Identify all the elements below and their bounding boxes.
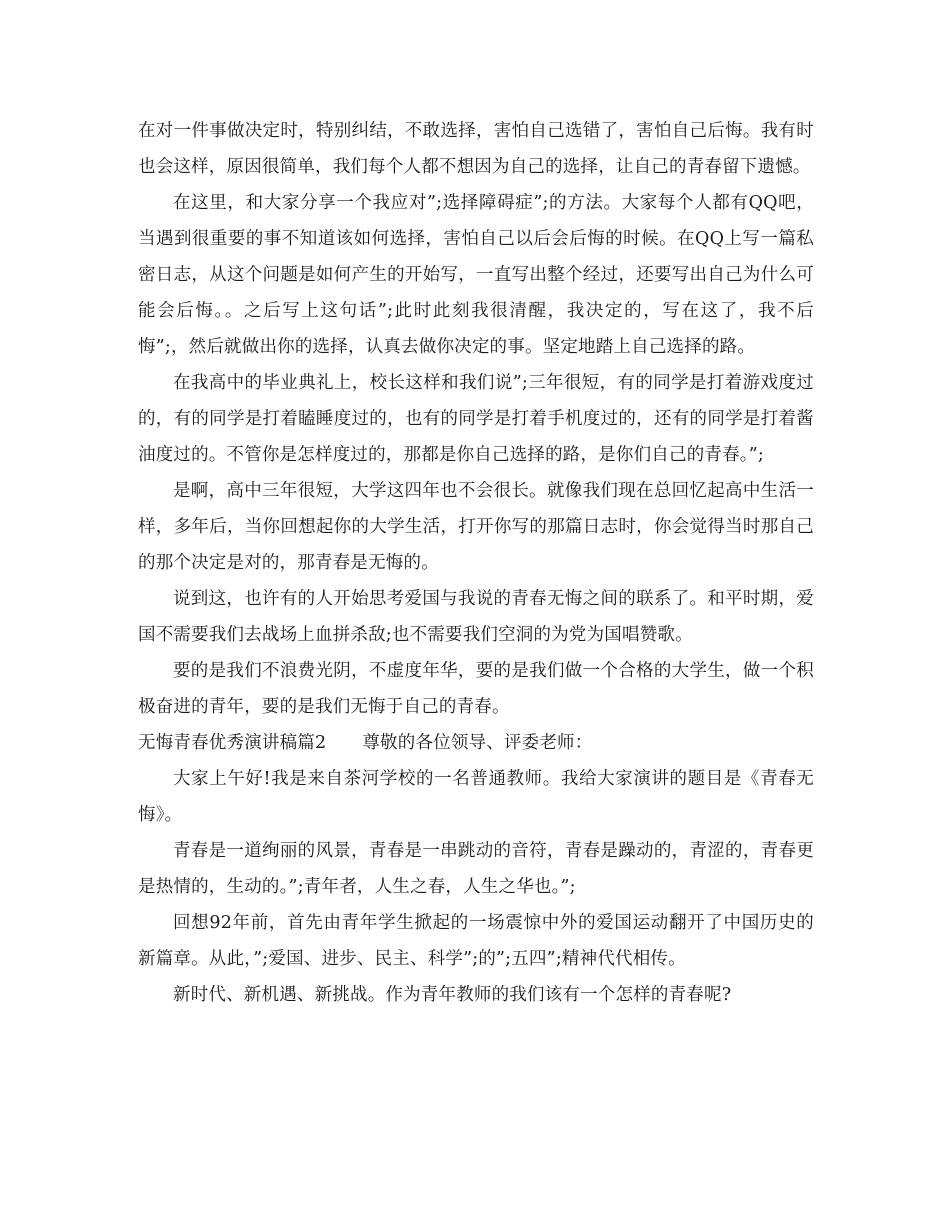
paragraph: 在我高中的毕业典礼上，校长这样和我们说”;三年很短，有的同学是打着游戏度过的，有的同学是打着瞌睡度过的，也有的同学是打着手机度过的，还有的同学是打着酱油度过的。不管你是怎样度过的，那都是你自己选择的路，是你们自己的青春。”; (138, 373, 814, 465)
paragraph: 在对一件事做决定时，特别纠结，不敢选择，害怕自己选错了，害怕自己后悔。我有时也会这样，原因很简单，我们每个人都不想因为自己的选择，让自己的青春留下遗憾。 (138, 121, 814, 177)
paragraph: 大家上午好!我是来自茶河学校的一名普通教师。我给大家演讲的题目是《青春无悔》。 (138, 769, 814, 825)
paragraph: 说到这，也许有的人开始思考爱国与我说的青春无悔之间的联系了。和平时期，爱国不需要我们去战场上血拼杀敌;也不需要我们空洞的为党为国唱赞歌。 (138, 589, 814, 645)
paragraph: 青春是一道绚丽的风景，青春是一串跳动的音符，青春是躁动的，青涩的，青春更是热情的，生动的。”;青年者，人生之春，人生之华也。”; (138, 841, 814, 897)
paragraph: 新时代、新机遇、新挑战。作为青年教师的我们该有一个怎样的青春呢? (173, 985, 732, 1005)
section-title: 无悔青春优秀演讲稿篇2 (138, 733, 327, 753)
paragraph: 在这里，和大家分享一个我应对”;选择障碍症”;的方法。大家每个人都有QQ吧，当遇到很重要的事不知道该如何选择，害怕自己以后会后悔的时候。在QQ上写一篇私密日志，从这个问题是如何产生的开始写，一直写出整个经过，还要写出自己为什么可能会后悔。。之后写上这句话”;此时此刻我很清醒，我决定的，写在这了，我不后悔”;，然后就做出你的选择，认真去做你决定的事。坚定地踏上自己选择的路。 (138, 193, 814, 357)
paragraph: 是啊，高中三年很短，大学这四年也不会很长。就像我们现在总回忆起高中生活一样，多年后，当你回想起你的大学生活，打开你写的那篇日志时，你会觉得当时那自己的那个决定是对的，那青春是无悔的。 (138, 481, 814, 573)
paragraph: 要的是我们不浪费光阴，不虚度年华，要的是我们做一个合格的大学生，做一个积极奋进的青年，要的是我们无悔于自己的青春。 (138, 661, 814, 717)
document-body (138, 113, 814, 1013)
section-heading (138, 725, 814, 761)
paragraph: 回想92年前，首先由青年学生掀起的一场震惊中外的爱国运动翻开了中国历史的新篇章。从此，”;爱国、进步、民主、科学”;的”;五四”;精神代代相传。 (138, 913, 814, 969)
salutation: 尊敬的各位领导、评委老师： (362, 733, 593, 753)
